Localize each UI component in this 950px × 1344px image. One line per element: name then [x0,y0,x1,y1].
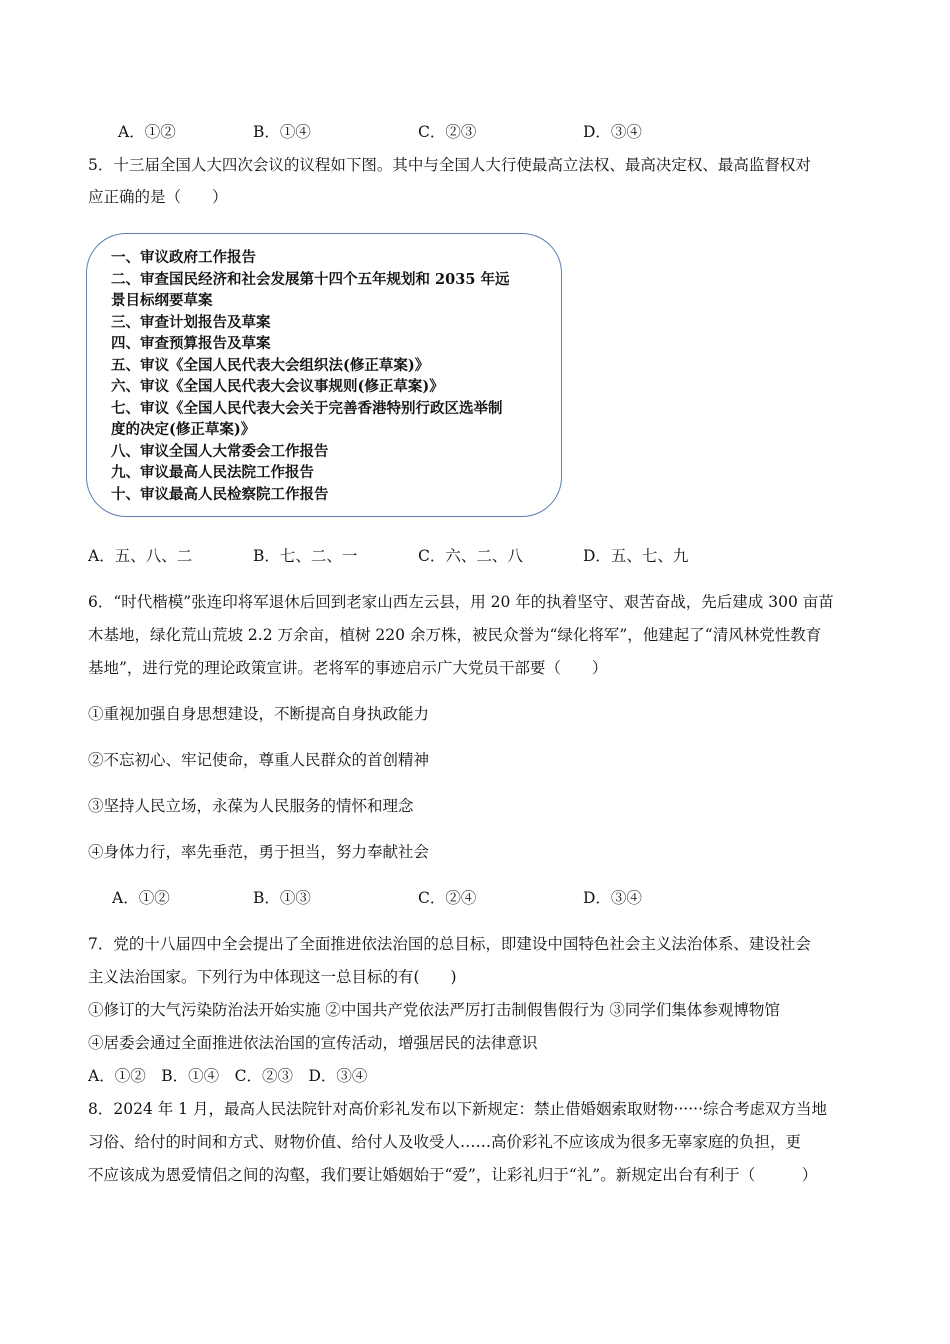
q7-items-line: ①修订的大气污染防治法开始实施 ②中国共产党依法严厉打击制假售假行为 ③同学们集体参观博物馆 [88,1001,780,1019]
agenda-item: 六、审议《全国人民代表大会议事规则(修正草案)》 [111,378,444,395]
q6-option-d: D．③④ [583,889,642,907]
q7-stem-line1: 7．党的十八届四中全会提出了全面推进依法治国的总目标，即建设中国特色社会主义法治体系、建设社会 [88,935,811,953]
q5-option-b: B．七、二、一 [253,547,358,565]
q6-stem-line2: 木基地，绿化荒山荒坡 2.2 万余亩，植树 220 余万株，被民众誉为“绿化将军”，他建起了“清风林党性教育 [88,626,822,644]
agenda-item: 五、审议《全国人民代表大会组织法(修正草案)》 [111,357,430,374]
agenda-item: 十、审议最高人民检察院工作报告 [111,486,329,503]
q6-option-b: B．①③ [253,889,311,907]
q4-option-a: A．①② [118,123,176,141]
q5-option-c: C．六、二、八 [418,547,523,565]
agenda-item: 三、审查计划报告及草案 [111,314,271,331]
q5-option-d: D．五、七、九 [583,547,689,565]
agenda-item: 八、审议全国人大常委会工作报告 [111,443,329,460]
q8-stem-line2: 习俗、给付的时间和方式、财物价值、给付人及收受人……高价彩礼不应该成为很多无辜家庭的负担，更 [88,1133,802,1151]
agenda-item: 一、审议政府工作报告 [111,249,256,266]
q6-stem-line1: 6．“时代楷模”张连印将军退休后回到老家山西左云县，用 20 年的执着坚守、艰苦奋战，先后建成 300 亩苗 [88,593,834,611]
q5-option-a: A．五、八、二 [88,547,193,565]
agenda-item: 四、审查预算报告及草案 [111,335,271,352]
q4-option-c: C．②③ [418,123,477,141]
q8-stem-line1: 8．2024 年 1 月，最高人民法院针对高价彩礼发布以下新规定：禁止借婚姻索取财物······综合考虑双方当地 [88,1100,828,1118]
q5-agenda-box [86,233,562,517]
agenda-item: 二、审查国民经济和社会发展第十四个五年规划和 2035 年远 [111,271,510,288]
q4-option-b: B．①④ [253,123,311,141]
q4-option-d: D．③④ [583,123,642,141]
agenda-item: 九、审议最高人民法院工作报告 [111,464,314,481]
q7-options: A．①② B．①④ C．②③ D．③④ [88,1067,368,1085]
q6-option-a: A．①② [112,889,170,907]
q5-stem-line2: 应正确的是（ ） [88,188,228,206]
agenda-item: 七、审议《全国人民代表大会关于完善香港特别行政区选举制 [111,400,503,417]
q7-item-4: ④居委会通过全面推进依法治国的宣传活动，增强居民的法律意识 [88,1034,538,1052]
q6-item: ②不忘初心、牢记使命，尊重人民群众的首创精神 [88,751,430,769]
agenda-item: 度的决定(修正草案)》 [111,421,256,438]
q6-option-c: C．②④ [418,889,477,907]
q5-stem-line1: 5．十三届全国人大四次会议的议程如下图。其中与全国人大行使最高立法权、最高决定权、最高监督权对 [88,156,811,174]
agenda-item: 景目标纲要草案 [111,292,213,309]
q6-stem-line3: 基地”，进行党的理论政策宣讲。老将军的事迹启示广大党员干部要（ ） [88,659,608,677]
q6-item: ①重视加强自身思想建设，不断提高自身执政能力 [88,705,430,723]
q7-stem-line2: 主义法治国家。下列行为中体现这一总目标的有( ) [88,968,457,986]
q6-item: ③坚持人民立场，永葆为人民服务的情怀和理念 [88,797,414,815]
q8-stem-line3: 不应该成为恩爱情侣之间的沟壑，我们要让婚姻始于“爱”，让彩礼归于“礼”。新规定出台有利于（ ） [88,1166,818,1184]
q6-item: ④身体力行，率先垂范，勇于担当，努力奉献社会 [88,843,430,861]
